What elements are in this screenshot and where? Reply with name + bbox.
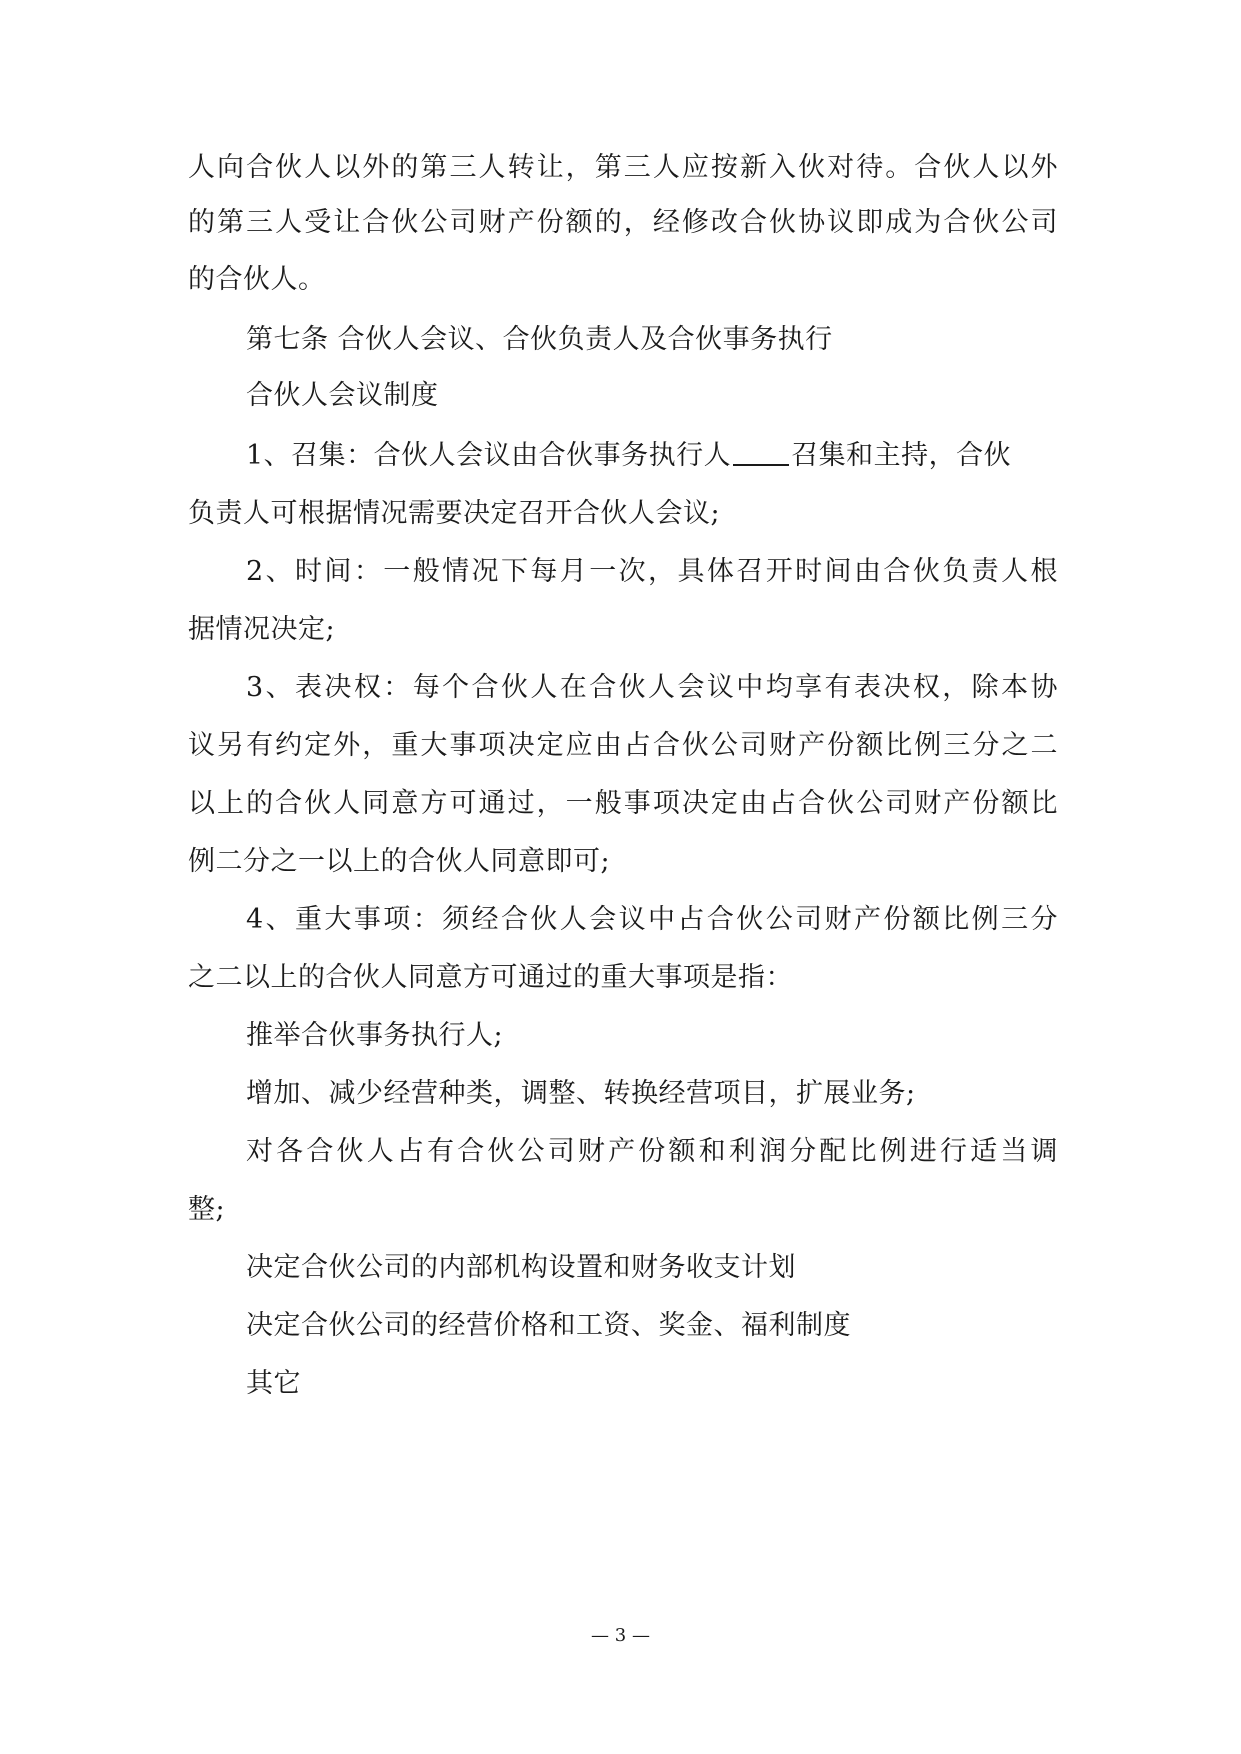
text-line: 以上的合伙人同意方可通过，一般事项决定由占合伙公司财产份额比 (188, 788, 1058, 819)
fill-in-blank (733, 438, 789, 466)
list-item: 决定合伙公司的内部机构设置和财务收支计划 (246, 1252, 796, 1283)
text-line: 之二以上的合伙人同意方可通过的重大事项是指： (188, 962, 793, 993)
text-line: 的第三人受让合伙公司财产份额的，经修改合伙协议即成为合伙公司 (188, 207, 1058, 238)
text-line: 例二分之一以上的合伙人同意即可; (188, 846, 611, 877)
list-item: 其它 (246, 1368, 301, 1399)
list-item: 决定合伙公司的经营价格和工资、奖金、福利制度 (246, 1310, 851, 1341)
list-item: 推举合伙事务执行人; (246, 1020, 504, 1051)
text-line: 4、重大事项：须经合伙人会议中占合伙公司财产份额比例三分 (246, 904, 1058, 935)
text-segment: 1、召集：合伙人会议由合伙事务执行人 (246, 440, 732, 471)
text-line: 据情况决定; (188, 614, 336, 645)
section-heading: 第七条 合伙人会议、合伙负责人及合伙事务执行 (246, 324, 833, 355)
page-number: — 3 — (591, 1625, 650, 1646)
text-line (246, 438, 1058, 474)
text-line: 3、表决权：每个合伙人在合伙人会议中均享有表决权，除本协 (246, 672, 1058, 703)
text-segment: 召集和主持，合伙 (791, 440, 1012, 471)
text-line: 整; (188, 1194, 226, 1225)
text-line: 的合伙人。 (188, 264, 326, 295)
text-line: 人向合伙人以外的第三人转让，第三人应按新入伙对待。合伙人以外 (188, 152, 1058, 183)
list-item: 增加、减少经营种类，调整、转换经营项目，扩展业务; (246, 1078, 916, 1109)
subsection-heading: 合伙人会议制度 (246, 380, 439, 411)
list-item: 对各合伙人占有合伙公司财产份额和利润分配比例进行适当调 (246, 1136, 1058, 1167)
text-line: 2、时间：一般情况下每月一次，具体召开时间由合伙负责人根 (246, 556, 1058, 587)
text-line: 负责人可根据情况需要决定召开合伙人会议; (188, 498, 721, 529)
text-line: 议另有约定外，重大事项决定应由占合伙公司财产份额比例三分之二 (188, 730, 1058, 761)
